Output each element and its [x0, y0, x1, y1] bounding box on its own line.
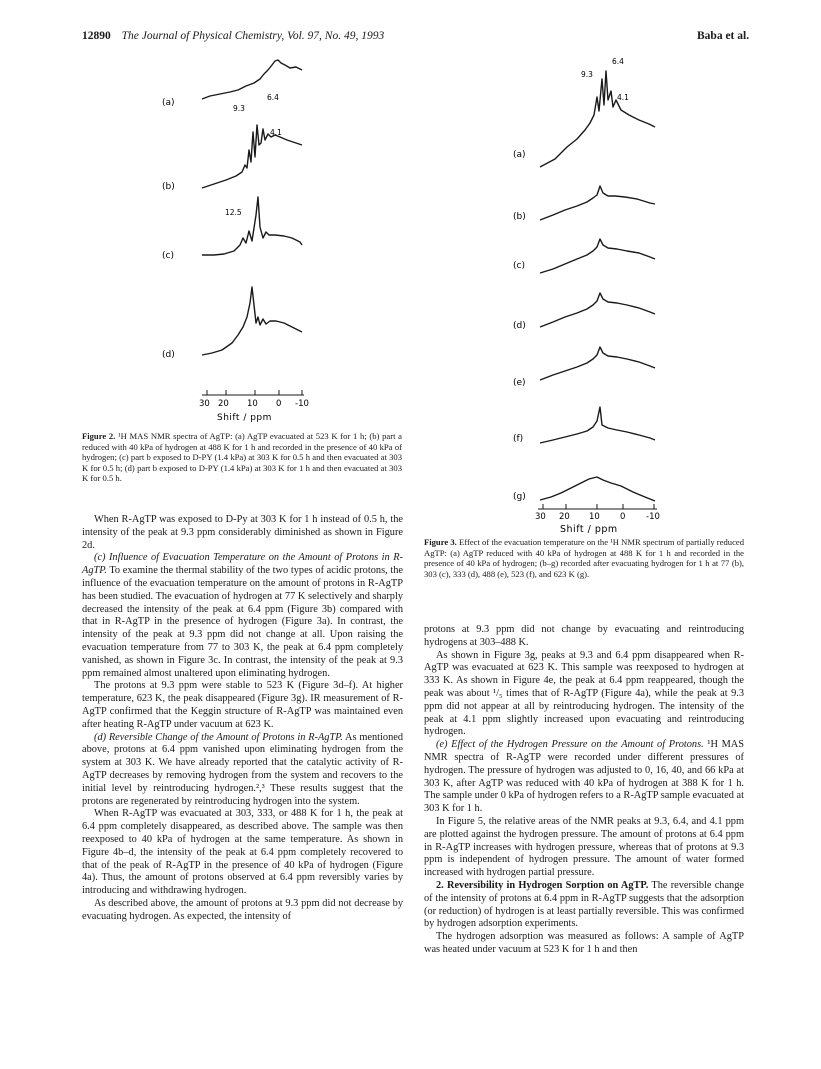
right-column-text — [424, 624, 744, 957]
left-paragraph-4 — [82, 732, 403, 809]
section-heading-2: 2. Reversibility in Hydrogen Sorption on AgTP. — [436, 879, 649, 891]
spectrum-3b — [540, 186, 655, 220]
fig2-peak-6-4: 6.4 — [267, 93, 279, 102]
fig3-label-c: (c) — [513, 261, 525, 271]
right-paragraph-3 — [424, 739, 744, 816]
left-paragraph-4-body: As mentioned above, protons at 6.4 ppm vanished upon eliminating hydrogen from the system at 303 K. We have already reported that the catalytic activity of R-AgTP decreases by removing hydrogen from the system and recovers to the initial level by reintroducing hydrogen.²,³ These results suggest that the protons are regenerated by reintroducing hydrogen into the system. — [82, 731, 403, 807]
right-paragraph-5-body: The reversible change of the intensity of protons at 6.4 ppm in R-AgTP suggests that the adsorption (or reduction) of hydrogen is at least partially reversible. This was confirmed by hydrogen adsorption experiments. — [424, 879, 744, 930]
fig3-tick-10: 10 — [589, 512, 600, 522]
fig2-tick-30: 30 — [199, 399, 210, 409]
section-heading-d: (d) Reversible Change of the Amount of Protons in R-AgTP. — [94, 731, 343, 743]
fig2-axis-title: Shift / ppm — [217, 413, 272, 423]
fig2-peak-12-5: 12.5 — [225, 208, 242, 217]
right-paragraph-4: In Figure 5, the relative areas of the NMR peaks at 9.3, 6.4, and 4.1 ppm are plotted against the hydrogen pressure. The amount of protons at 6.4 ppm in R-AgTP increases with hydrogen pressure, whereas that of protons at 9.3 ppm is independent of hydrogen pressure. The amount of water formed increased with hydrogen partial pressure. — [424, 815, 744, 879]
spectrum-2b — [202, 125, 302, 188]
figure-3-caption-label: Figure 3. — [424, 537, 457, 547]
left-column-text — [82, 514, 403, 924]
left-paragraph-6: As described above, the amount of protons at 9.3 ppm did not decrease by evacuating hydrogen. As expected, the intensity of — [82, 897, 403, 922]
fig3-label-b: (b) — [513, 212, 526, 222]
spectrum-3a — [540, 71, 655, 167]
right-paragraph-5 — [424, 880, 744, 931]
left-paragraph-2-body: To examine the thermal stability of the two types of acidic protons, the influence of the evacuation temperature on the amount of protons in R-AgTP has been studied. The evacuation of hydrogen at 77 K selectively and sharply decreased the intensity of the peak at 6.4 ppm (Figure 3b) compared with that in R-AgTP in the presence of hydrogen (Figure 3a). In contrast, the intensity of the peak at 9.3 ppm did not change at all. Upon raising the evacuation temperature from 77 to 303 K, the peak at 6.4 ppm completely vanished, as shown in Figure 3c. In contrast, the intensity of the peak at 9.3 ppm remained almost unaltered upon eliminating hydrogen. — [82, 565, 403, 679]
fig3-tick-30: 30 — [535, 512, 546, 522]
journal-citation: The Journal of Physical Chemistry, Vol. 97, No. 49, 1993 — [121, 30, 385, 42]
left-paragraph-2 — [82, 552, 403, 680]
fig2-tick-0: 0 — [276, 399, 282, 409]
figure-3-caption — [424, 537, 744, 579]
fig3-label-f: (f) — [513, 434, 524, 444]
fig2-label-a: (a) — [162, 98, 175, 108]
right-paragraph-2: As shown in Figure 3g, peaks at 9.3 and 6.4 ppm disappeared when R-AgTP was evacuated at 623 K. This sample was reexposed to hydrogen at 333 K. As shown in Figure 4e, the peak at 6.4 ppm reappeared, though the peak was about ¹/₅ times that of R-AgTP (Figure 4a), while the peak at 9.3 ppm did not appear at all by reintroducing hydrogen. The intensity of the peak at 4.1 ppm slightly increased upon evacuating and reintroducing hydrogen. — [424, 649, 744, 738]
section-heading-e: (e) Effect of the Hydrogen Pressure on the Amount of Protons. — [436, 739, 704, 751]
fig2-label-b: (b) — [162, 182, 175, 192]
fig2-label-c: (c) — [162, 251, 174, 261]
left-paragraph-1: When R-AgTP was exposed to D-Py at 303 K for 1 h instead of 0.5 h, the intensity of the peak at 9.3 ppm considerably diminished as shown in Figure 2d. — [82, 514, 403, 551]
spectrum-3c — [540, 239, 655, 273]
figure-2-caption — [82, 431, 402, 484]
fig3-tick-minus10: -10 — [646, 512, 660, 522]
fig3-peak-9-3: 9.3 — [581, 70, 593, 79]
left-paragraph-5: When R-AgTP was evacuated at 303, 333, or 488 K for 1 h, the peak at 6.4 ppm completely disappeared, as described above. The sample was then reexposed to 40 kPa of hydrogen at the same temperature. As shown in Figure 4b–d, the intensity of the peak at 6.4 ppm completely recovered to that of the peak of R-AgTP in the presence of 40 kPa of hydrogen (Figure 4a). Thus, the amount of protons observed at 6.4 ppm reversibly varies by introducing and withdrawing hydrogen. — [82, 808, 403, 897]
spectrum-2c — [202, 197, 302, 255]
fig3-label-d: (d) — [513, 321, 526, 331]
fig3-tick-0: 0 — [620, 512, 626, 522]
fig2-tick-20: 20 — [218, 399, 229, 409]
fig2-peak-4-1: 4.1 — [270, 128, 282, 137]
right-paragraph-3-body: ¹H MAS NMR spectra of R-AgTP were recorded under different pressures of hydrogen. The pressure of hydrogen was adjusted to 0, 16, 40, and 66 kPa at 303 K, after AgTP was reduced with 40 kPa of hydrogen at 388 K for 1 h. The sample under 0 kPa of hydrogen refers to a R-AgTP sample evacuated at 303 K for 1 h. — [424, 739, 745, 815]
figure-2-caption-text: ¹H MAS NMR spectra of AgTP: (a) AgTP evacuated at 523 K for 1 h; (b) part a reduced with 40 kPa of hydrogen at 488 K for 1 h and recorded in the presence of 40 kPa of hydrogen; (c) part b exposed to D-PY (1.4 kPa) at 303 K for 0.5 h and then evacuated at 303 K for 0.5 h; (d) part b exposed to D-PY (1.4 kPa) at 303 K for 1 h and then evacuated at 303 K for 0.5 h. — [82, 431, 402, 484]
spectrum-2d — [202, 287, 302, 355]
spectrum-3e — [540, 347, 655, 380]
fig2-peak-9-3: 9.3 — [233, 104, 245, 113]
fig3-peak-4-1: 4.1 — [617, 93, 629, 102]
figure-2-caption-label: Figure 2. — [82, 431, 116, 441]
figure-3-spectra — [505, 55, 700, 535]
fig2-label-d: (d) — [162, 350, 175, 360]
right-paragraph-6: The hydrogen adsorption was measured as follows: A sample of AgTP was heated under vacuum at 523 K for 1 h and then — [424, 931, 744, 955]
running-header-left — [82, 30, 384, 42]
fig3-label-a: (a) — [513, 150, 526, 160]
fig3-axis-title: Shift / ppm — [560, 524, 618, 535]
fig3-label-e: (e) — [513, 378, 526, 388]
fig3-label-g: (g) — [513, 492, 526, 502]
section-heading-c: (c) Influence of Evacuation Temperature on the Amount of Protons in R-AgTP. — [82, 552, 403, 577]
left-paragraph-3: The protons at 9.3 ppm were stable to 523 K (Figure 3d–f). At higher temperature, 623 K, the peak disappeared (Figure 3g). IR measurement of R-AgTP confirmed that the Keggin structure of R-AgTP was maintained even after heating R-AgTP under vacuum at 623 K. — [82, 680, 403, 730]
running-header-authors: Baba et al. — [697, 30, 750, 42]
figure-3-caption-text: Effect of the evacuation temperature on the ¹H NMR spectrum of partially reduced AgTP: (a) AgTP reduced with 40 kPa of hydrogen at 488 K for 1 h and recorded in the presence of 40 kPa of hydrogen; (b–g) recorded after evacuating hydrogen for 1 h at 77 (b), 303 (c), 333 (d), 488 (e), 523 (f), and 623 K (g). — [424, 537, 744, 579]
fig2-tick-minus10: -10 — [295, 399, 309, 409]
fig3-tick-20: 20 — [559, 512, 570, 522]
fig3-peak-6-4: 6.4 — [612, 57, 624, 66]
fig2-tick-10: 10 — [247, 399, 258, 409]
spectrum-3g — [540, 477, 655, 501]
spectrum-3f — [540, 407, 655, 443]
figure-2-spectra — [150, 55, 380, 425]
spectrum-2a — [202, 60, 302, 99]
page-number: 12890 — [82, 30, 111, 42]
spectrum-3d — [540, 293, 655, 327]
right-paragraph-1: protons at 9.3 ppm did not change by evacuating and reintroducing hydrogens at 303–488 K. — [424, 624, 744, 648]
